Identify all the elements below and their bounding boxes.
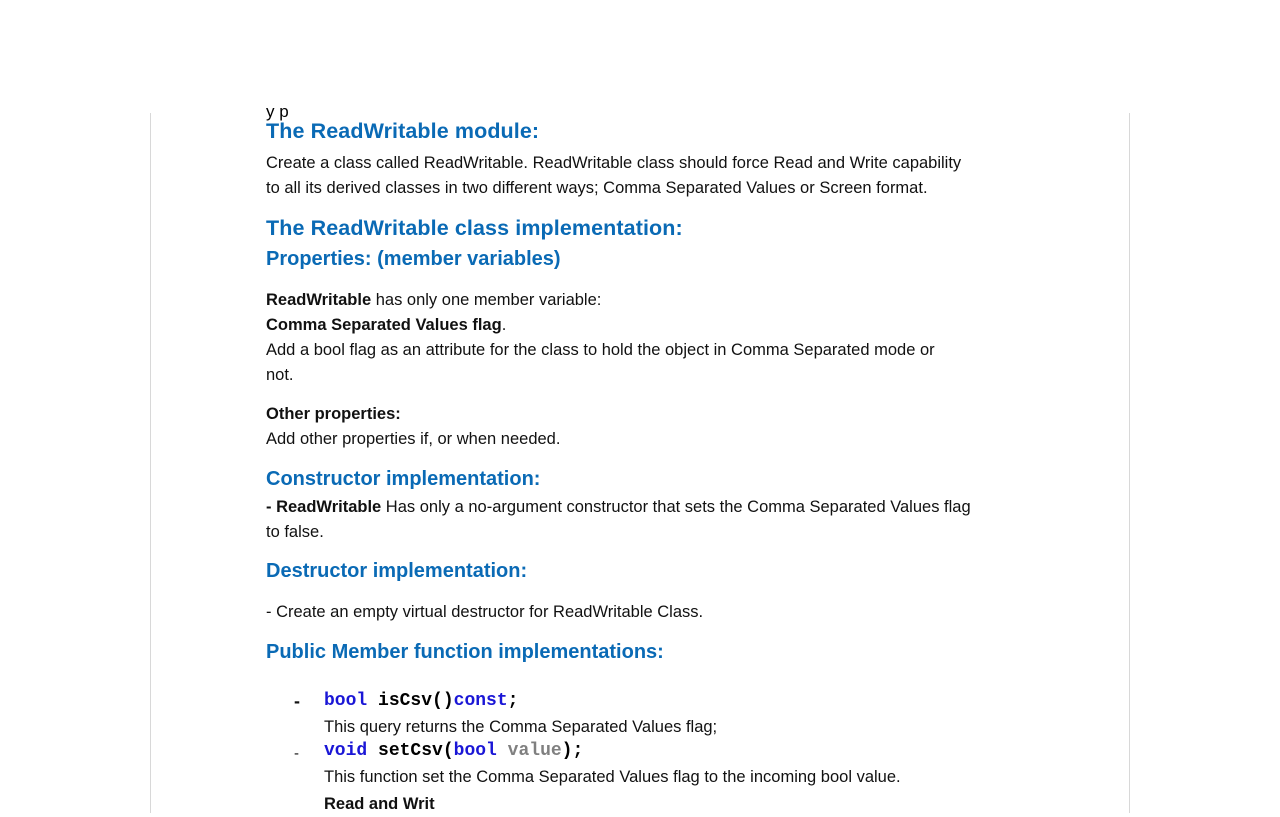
properties-heading: Properties: (member variables) (266, 248, 561, 270)
properties-line-4: not. (266, 366, 294, 384)
function-signature-iscsv (324, 691, 518, 711)
punctuation: ); (561, 741, 584, 761)
module-paragraph-line-2: to all its derived classes in two different ways; Comma Separated Values or Screen format. (266, 179, 928, 197)
parameter-name: value (496, 741, 562, 761)
public-members-heading: Public Member function implementations: (266, 641, 664, 663)
constructor-heading: Constructor implementation: (266, 468, 541, 490)
clipped-bottom-line: Read and Writ (324, 795, 435, 813)
function-name: isCsv() (367, 691, 454, 711)
list-dash: - (294, 691, 300, 711)
constructor-line-1 (266, 495, 971, 520)
document-page (150, 102, 1130, 813)
module-paragraph-line-1: Create a class called ReadWritable. ReadWritable class should force Read and Write capability (266, 154, 962, 172)
list-dash: - (294, 745, 299, 762)
csv-flag-bold: Comma Separated Values flag (266, 316, 502, 334)
other-properties-bold: Other properties: (266, 405, 401, 423)
function-description-setcsv: This function set the Comma Separated Values flag to the incoming bool value. (324, 768, 901, 786)
constructor-bold: - ReadWritable (266, 498, 382, 516)
constructor-text-1: Has only a no-argument constructor that sets the Comma Separated Values flag (381, 498, 971, 516)
function-description-iscsv: This query returns the Comma Separated Values flag; (324, 718, 718, 736)
keyword: const (453, 691, 508, 711)
properties-text-2: . (501, 316, 507, 334)
destructor-line: - Create an empty virtual destructor for ReadWritable Class. (266, 603, 704, 621)
keyword: bool (453, 741, 497, 761)
implementation-heading: The ReadWritable class implementation: (266, 216, 683, 240)
properties-line-2 (266, 313, 506, 338)
punctuation: ; (507, 691, 519, 711)
module-heading: The ReadWritable module: (266, 119, 540, 143)
keyword: void (324, 741, 368, 761)
properties-text-1: has only one member variable: (371, 291, 602, 309)
properties-line-3: Add a bool flag as an attribute for the class to hold the object in Comma Separated mode or (266, 341, 935, 359)
keyword: bool (324, 691, 368, 711)
constructor-line-2: to false. (266, 523, 324, 541)
properties-line-1 (266, 288, 601, 313)
readwritable-bold: ReadWritable (266, 291, 372, 309)
function-name: setCsv( (367, 741, 454, 761)
function-signature-setcsv (324, 741, 583, 761)
other-properties-line-2: Add other properties if, or when needed. (266, 430, 561, 448)
other-properties-line-1 (266, 402, 401, 427)
clipped-text-line: y p (266, 102, 289, 121)
destructor-heading: Destructor implementation: (266, 560, 528, 582)
